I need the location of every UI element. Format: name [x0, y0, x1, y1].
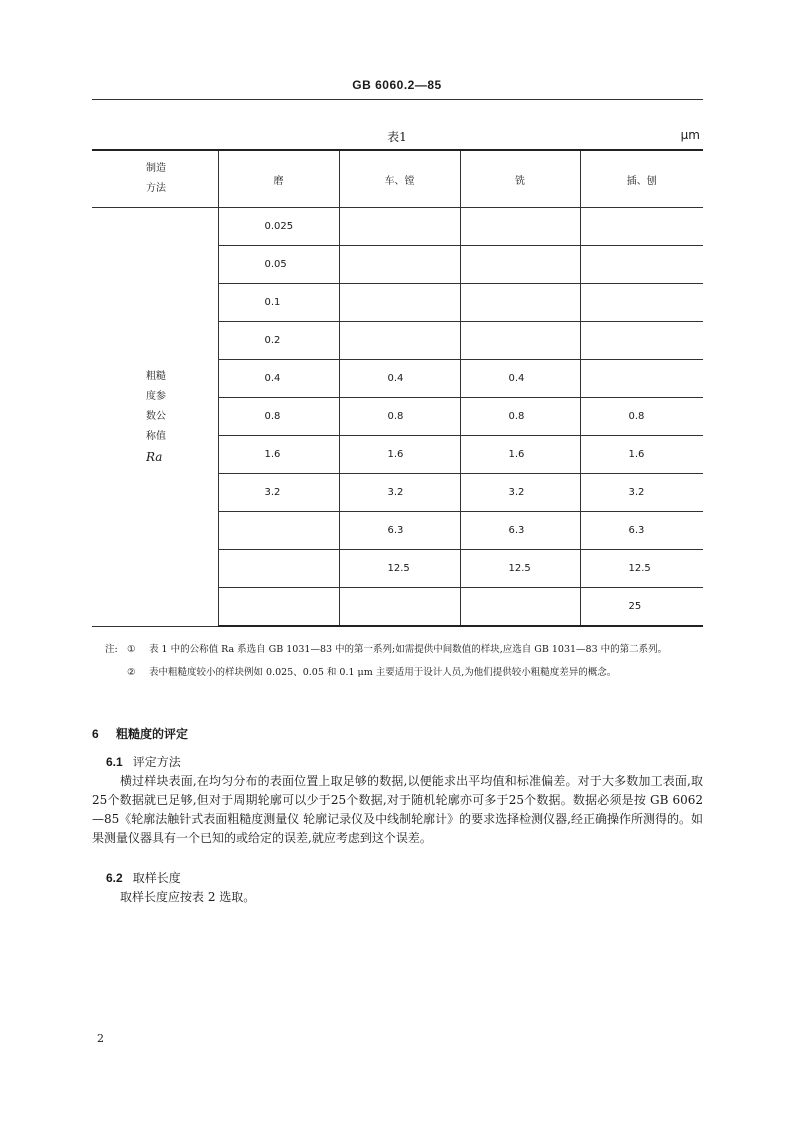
table1-caption: 表1 [387, 130, 407, 144]
ra-label-line: 度参 [146, 390, 166, 402]
table-cell: 0.4 [218, 360, 339, 398]
note-1 [105, 640, 695, 659]
ra-label-line: 称值 [146, 430, 166, 442]
table-cell [460, 246, 580, 284]
document-code-header: GB 6060.2—85 [352, 78, 442, 92]
table-cell [218, 512, 339, 550]
table-cell [460, 588, 580, 627]
table-cell: 1.6 [339, 436, 460, 474]
note-2-mark: ② [127, 667, 136, 678]
table-notes [105, 640, 695, 682]
table-cell: 0.025 [218, 208, 339, 246]
header-slotting-planing: 插、刨 [580, 150, 703, 208]
table-cell: 0.4 [460, 360, 580, 398]
table-cell: 0.8 [218, 398, 339, 436]
table-cell: 1.6 [218, 436, 339, 474]
header-grinding: 磨 [218, 150, 339, 208]
table-cell [460, 208, 580, 246]
ra-label-line: 粗糙 [146, 370, 166, 382]
header-rule [92, 99, 703, 100]
table-cell [339, 322, 460, 360]
table-cell [339, 284, 460, 322]
table-row [92, 208, 703, 246]
table-cell [580, 246, 703, 284]
table-cell: 1.6 [580, 436, 703, 474]
table-cell [580, 208, 703, 246]
table-cell: 0.2 [218, 322, 339, 360]
ra-symbol: Ra [146, 449, 163, 464]
table-cell: 3.2 [339, 474, 460, 512]
subsection-6-2-title: 取样长度 [132, 871, 181, 885]
table-cell [580, 284, 703, 322]
subsection-6-1-number: 6.1 [106, 755, 123, 769]
subsection-6-2-heading [106, 869, 181, 886]
table-cell: 0.8 [580, 398, 703, 436]
table-cell [580, 322, 703, 360]
table-header-row [92, 150, 703, 208]
method-label-line1: 制造 [146, 163, 166, 174]
ra-label-line: 数公 [146, 410, 166, 422]
table1-unit: μm [680, 128, 700, 142]
table-cell [460, 322, 580, 360]
table-cell: 3.2 [460, 474, 580, 512]
table-cell [339, 588, 460, 627]
method-label-line2: 方法 [146, 183, 166, 194]
table-cell: 25 [580, 588, 703, 627]
method-header-cell [92, 150, 218, 208]
subsection-6-1-title: 评定方法 [132, 755, 181, 769]
section-6-number: 6 [92, 727, 99, 741]
note-2-text: 表中粗糙度较小的样块例如 0.025、0.05 和 0.1 μm 主要适用于设计人员,为他们提供较小粗糙度差异的概念。 [149, 667, 617, 678]
subsection-6-1-heading [106, 753, 181, 770]
table-cell: 6.3 [580, 512, 703, 550]
table-cell [580, 360, 703, 398]
table-cell: 6.3 [460, 512, 580, 550]
subsection-6-2-paragraph: 取样长度应按表 2 选取。 [120, 890, 256, 904]
table-cell: 0.05 [218, 246, 339, 284]
subsection-6-1-paragraph: 横过样块表面,在均匀分布的表面位置上取足够的数据,以便能求出平均值和标准偏差。对于大多数加工表面,取25个数据就已足够,但对于周期轮廓可以少于25个数据,对于随机轮廓亦可多于25个数据。数据必须是按 GB 6062—85《轮廓法触针式表面粗糙度测量仪 轮廓记录仪及中线制轮廓计》的要求选择检测仪器,经正确操作所测得的。如果测量仪器具有一个已知的或给定的误差,就应考虑到这个误差。 [92, 774, 703, 845]
header-turning-boring: 车、镗 [339, 150, 460, 208]
roughness-table [92, 149, 703, 627]
subsection-6-2-number: 6.2 [106, 871, 123, 885]
page-number: 2 [97, 1032, 104, 1045]
section-6-title: 粗糙度的评定 [116, 727, 189, 741]
table-cell: 0.1 [218, 284, 339, 322]
table-cell: 1.6 [460, 436, 580, 474]
table-cell [339, 246, 460, 284]
table-cell: 3.2 [580, 474, 703, 512]
table-cell: 0.8 [339, 398, 460, 436]
table-cell: 12.5 [580, 550, 703, 588]
table-cell [218, 588, 339, 627]
table-cell: 12.5 [460, 550, 580, 588]
table-cell [218, 550, 339, 588]
table-cell: 3.2 [218, 474, 339, 512]
header-milling: 铣 [460, 150, 580, 208]
table-cell: 6.3 [339, 512, 460, 550]
table-cell: 12.5 [339, 550, 460, 588]
note-1-mark: ① [127, 644, 136, 655]
table-cell: 0.8 [460, 398, 580, 436]
note-prefix: 注: [105, 644, 118, 655]
section-6-heading [92, 725, 188, 742]
table-cell: 0.4 [339, 360, 460, 398]
ra-row-label [92, 208, 218, 627]
note-2 [127, 663, 695, 682]
table-cell [339, 208, 460, 246]
table-cell [460, 284, 580, 322]
note-1-text: 表 1 中的公称值 Ra 系选自 GB 1031—83 中的第一系列;如需提供中间数值的样块,应选自 GB 1031—83 中的第二系列。 [149, 644, 668, 655]
